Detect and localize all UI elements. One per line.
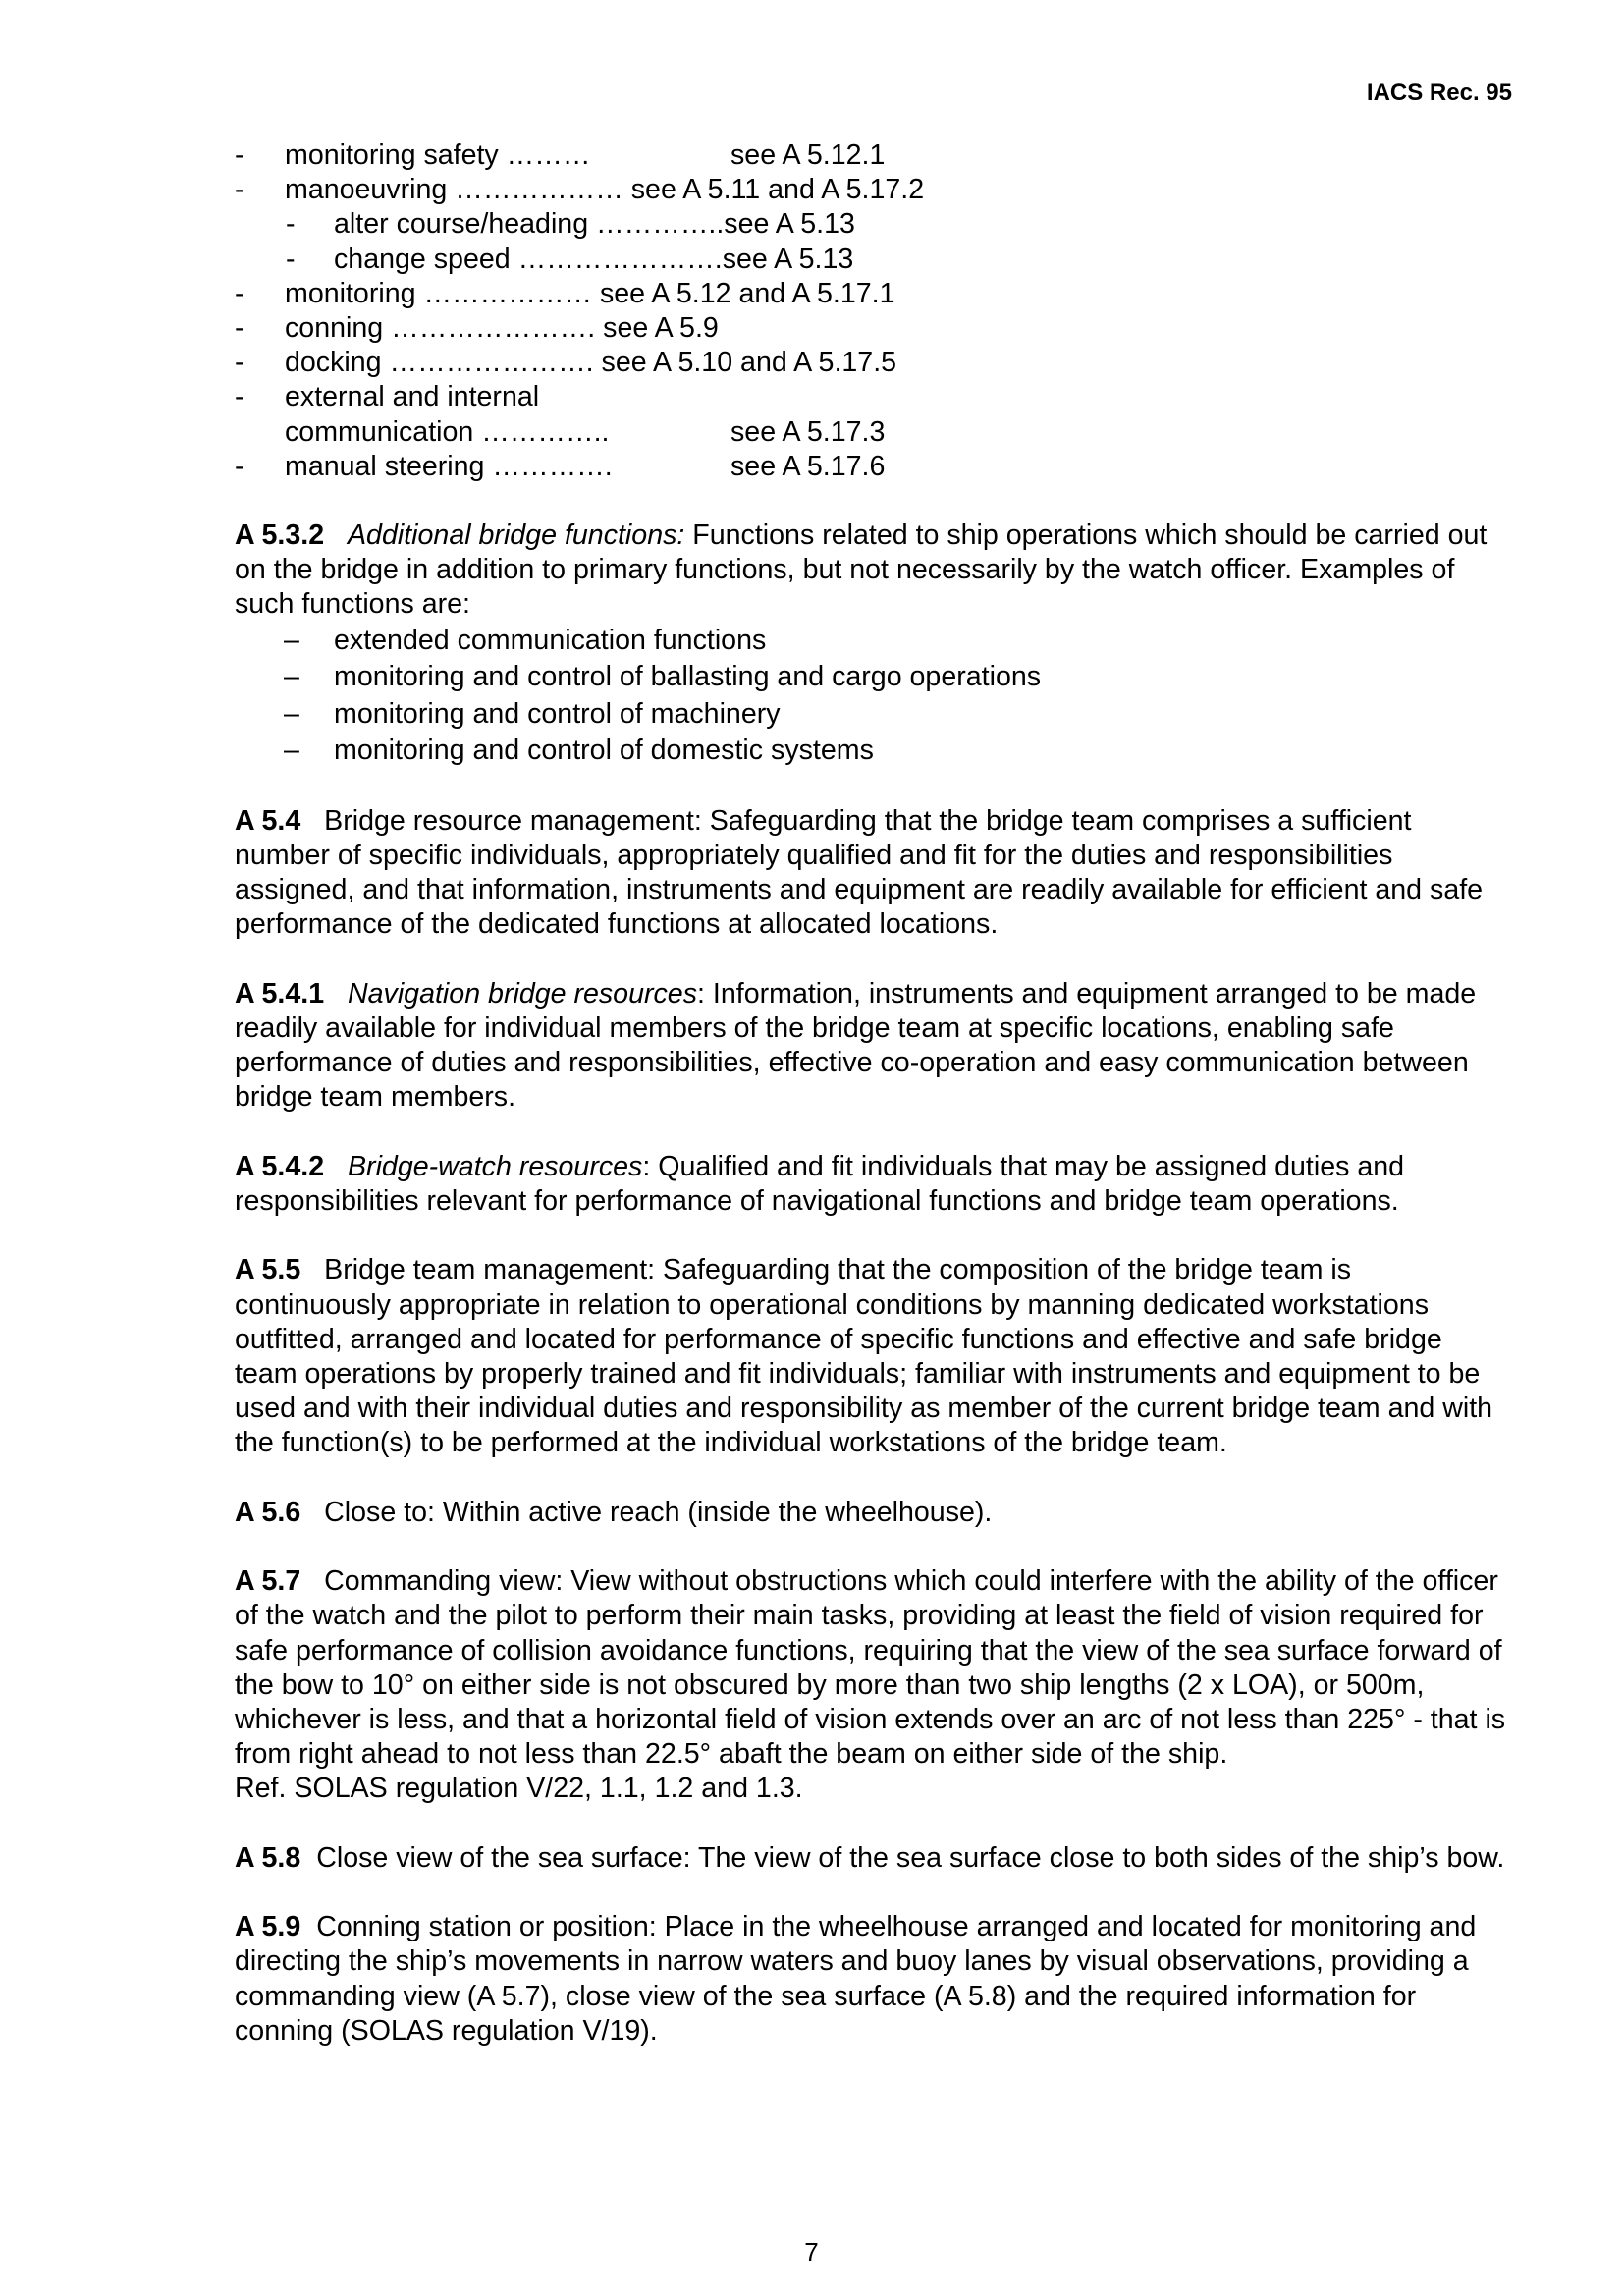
section-body: Commanding view: View without obstructions which could interfere with the ability of the officer of the watch and the pilot to perform their main tasks, providing at least the field of vision required for safe performance of collision avoidance functions, requiring that the view of the sea surface forward of the bow to 10° on either side is not obscured by more than two ship lengths (2 x LOA), or 500m, whichever is less, and that a horizontal field of vision extends over an arc of not less than 225° - that is from right ahead to not less than 22.5° abaft the beam on either side of the ship. xyxy=(235,1565,1506,1771)
list-dash: - xyxy=(235,311,244,344)
list-dash: - xyxy=(235,381,244,413)
function-list-item xyxy=(235,173,1511,207)
list-dash: - xyxy=(235,450,244,482)
bullet-list xyxy=(235,623,1511,770)
section-number: A 5.4.2 xyxy=(235,1150,325,1182)
bullet-text: monitoring and control of ballasting and cargo operations xyxy=(334,661,1042,693)
document-body xyxy=(235,138,1511,2049)
section-body: : Information, instruments and equipment arranged to be made readily available for individual members of the bridge team at specific locations, enabling safe performance of duties and responsibilities, effective co-operation and easy communication between bridge team members. xyxy=(235,977,1477,1114)
section-body: Functions related to ship operations which should be carried out on the bridge in addition to primary functions, but not necessarily by the watch officer. Examples of such functions are: xyxy=(235,519,1488,621)
section-a532-text xyxy=(235,519,1511,623)
bullet-text: extended communication functions xyxy=(334,624,767,656)
list-item xyxy=(235,623,1511,660)
list-item-text: docking …………………. see A 5.10 and A 5.17.5 xyxy=(285,347,897,379)
section-term: Navigation bridge resources xyxy=(347,977,698,1010)
list-item-text: alter course/heading …………..see A 5.13 xyxy=(334,208,855,241)
bullet-dash: – xyxy=(284,735,299,767)
function-list-item xyxy=(235,277,1511,311)
list-item-reference: see A 5.17.3 xyxy=(730,415,886,448)
list-dash: - xyxy=(235,174,244,206)
bullet-dash: – xyxy=(284,661,299,693)
list-item-text: manual steering …………. xyxy=(285,450,613,482)
section-a532 xyxy=(235,519,1511,770)
list-item-reference: see A 5.12.1 xyxy=(730,139,886,171)
function-list-item xyxy=(235,450,1511,484)
list-item-text: monitoring safety ……… xyxy=(285,139,591,171)
section-body: Conning station or position: Place in the wheelhouse arranged and located for monitoring and directing the ship’s movements in narrow waters and buoy lanes by visual observations, providing a commanding view (A 5.7), close view of the sea surface (A 5.8) and the required information for conning (SOLAS regulation V/19). xyxy=(235,1911,1477,2047)
section-body: Bridge resource management: Safeguarding that the bridge team comprises a sufficient number of specific individuals, appropriately qualified and fit for the duties and responsibilities assigned, and that information, instruments and equipment are readily available for efficient and safe performance of the dedicated functions at allocated locations. xyxy=(235,804,1484,941)
list-item xyxy=(235,659,1511,696)
section-a59 xyxy=(235,1910,1511,2049)
section-a541 xyxy=(235,977,1511,1116)
section-number: A 5.4.1 xyxy=(235,977,325,1010)
section-body: Close to: Within active reach (inside the wheelhouse). xyxy=(324,1496,993,1528)
bullet-dash: – xyxy=(284,624,299,656)
section-number: A 5.5 xyxy=(235,1254,301,1286)
section-body: : Qualified and fit individuals that may be assigned duties and responsibilities relevant for performance of navigational functions and bridge team operations. xyxy=(235,1150,1405,1218)
section-number: A 5.8 xyxy=(235,1841,301,1874)
section-a55 xyxy=(235,1253,1511,1460)
list-dash: - xyxy=(286,208,296,241)
function-list-item xyxy=(235,415,1511,450)
list-item-text: monitoring ……………… see A 5.12 and A 5.17.1 xyxy=(285,277,895,309)
list-dash: - xyxy=(235,139,244,171)
section-number: A 5.6 xyxy=(235,1496,301,1528)
section-a56 xyxy=(235,1496,1511,1530)
function-list-item xyxy=(235,311,1511,346)
list-item xyxy=(235,696,1511,734)
function-list-item xyxy=(235,138,1511,173)
section-term: Additional bridge functions: xyxy=(347,519,685,552)
section-a54 xyxy=(235,804,1511,943)
section-term: Bridge-watch resources xyxy=(347,1150,643,1182)
list-item-text: communication ………….. xyxy=(285,415,610,448)
list-item-text: change speed ………………….see A 5.13 xyxy=(334,243,854,275)
section-body: Close view of the sea surface: The view of the sea surface close to both sides of the ship’s bow. xyxy=(316,1841,1505,1874)
section-number: A 5.7 xyxy=(235,1565,301,1598)
list-item-text: external and internal xyxy=(285,381,540,413)
function-list-item xyxy=(235,243,1511,277)
list-item xyxy=(235,733,1511,770)
list-dash: - xyxy=(286,243,296,275)
bullet-text: monitoring and control of machinery xyxy=(334,697,781,730)
section-a542 xyxy=(235,1150,1511,1219)
function-list-item xyxy=(235,380,1511,414)
list-item-reference: see A 5.17.6 xyxy=(730,450,886,482)
section-a57 xyxy=(235,1564,1511,1772)
function-list xyxy=(235,138,1511,484)
list-dash: - xyxy=(235,347,244,379)
function-list-item xyxy=(235,346,1511,380)
list-dash: - xyxy=(235,277,244,309)
section-a58 xyxy=(235,1841,1511,1876)
page-number: 7 xyxy=(804,2237,819,2267)
section-number: A 5.3.2 xyxy=(235,519,325,552)
section-number: A 5.4 xyxy=(235,804,301,837)
section-body: Bridge team management: Safeguarding that the composition of the bridge team is continuously appropriate in relation to operational conditions by manning dedicated workstations outfitted, arranged and located for performance of specific functions and effective and safe bridge team operations by properly trained and fit individuals; familiar with instruments and equipment to be used and with their individual duties and responsibility as member of the current bridge team and with the function(s) to be performed at the individual workstations of the bridge team. xyxy=(235,1254,1493,1459)
section-a57-reference: Ref. SOLAS regulation V/22, 1.1, 1.2 and 1.3. xyxy=(235,1773,803,1805)
list-item-text: manoeuvring ……………… see A 5.11 and A 5.17.2 xyxy=(285,174,925,206)
bullet-text: monitoring and control of domestic systems xyxy=(334,735,874,767)
section-number: A 5.9 xyxy=(235,1911,301,1943)
bullet-dash: – xyxy=(284,697,299,730)
list-item-text: conning …………………. see A 5.9 xyxy=(285,311,719,344)
document-reference-header: IACS Rec. 95 xyxy=(1366,80,1512,106)
function-list-item xyxy=(235,207,1511,242)
